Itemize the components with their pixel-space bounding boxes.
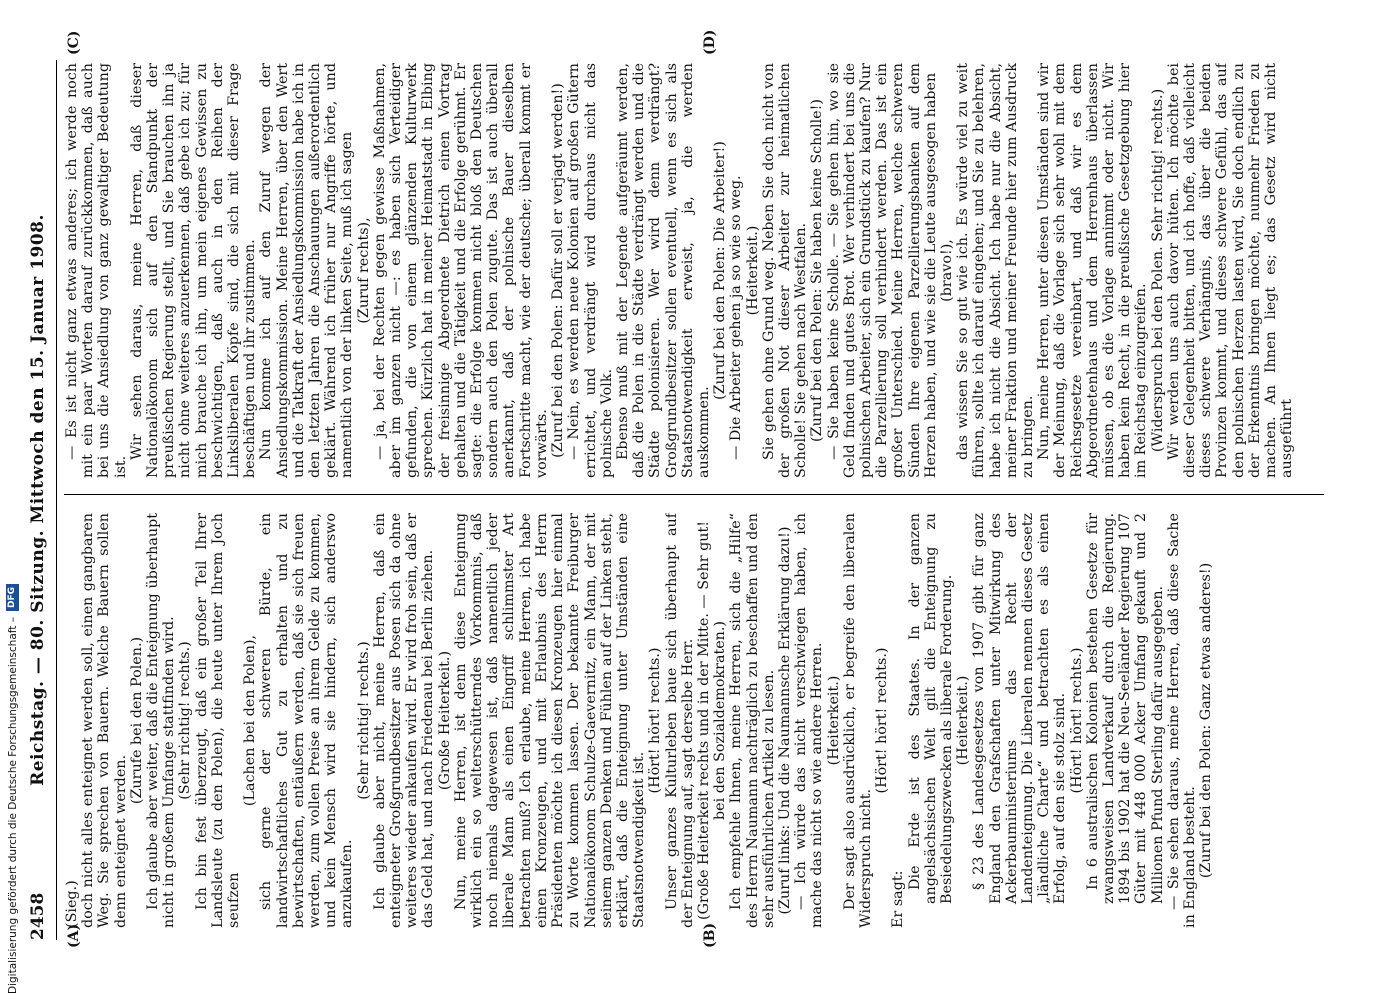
paragraph: Er sagt: (890, 870, 907, 928)
paragraph: Nun, meine Herren, unter diesen Umständen sind wir der Meinung, daß die Vorlage sich sehr wohl mit dem Reichsgesetze vereinbart, und daß wir es dem Abgeordnetenhaus und dem Herrenhaus überlassen müssen, ob es die Vorlage annimmt oder nicht. Wir haben kein Recht, in die preußische Gesetzgebung hier im Reichstag einzugreifen. (1036, 63, 1150, 478)
interjection: (Sehr richtig! rechts.) (355, 641, 372, 800)
interjection: (Heiterkeit.) (744, 225, 761, 316)
interjection: (Widerspruch bei den Polen. Sehr richtig! rechts.) (1149, 88, 1166, 453)
paragraph: Wir sehen daraus, meine Herren, daß dieser Nationalökonom sich auf den Standpunkt der preußischen Regierung stellt, und Sie brauchen ihn ja nicht ohne weiteres anzuerkennen, daß gebe ich zu; für mich brauche ich ihn, um mein eigenes Gewissen zu beschwichtigen, daß auch in den Reihen der Linksliberalen Köpfe sind, die sich mit dieser Frage beschäftigen und ihr zustimmen. (128, 63, 259, 478)
paragraph: sich gerne der schweren Bürde, ein landwirtschaftliches Gut zu erhalten und zu bewirtschaften, entäußern werden, daß sie sich freuen werden, zum vollen Preise an ihrem Gelde zu kommen, und kein Mensch wird sie hindern, sich anderswo anzukaufen. (258, 513, 356, 928)
column-divider (64, 494, 1324, 495)
paragraph: — Sie haben keine Scholle. — Sie gehen hin, wo sie Geld finden und gutes Brot. Wer verhindert bei uns die polnischen Arbeiter, sich ein Grundstück zu kaufen? Nur die Parzellierung soll verhindert werden. Das ist ein großer Unterschied. Meine Herren, welche schweren Sünden Ihre eigenen Parzellierungsbanken auf dem Herzen haben, und wie sie die Leute ausgesogen haben (825, 63, 939, 478)
page-header (28, 60, 52, 940)
dfg-logo: DFG (6, 584, 19, 611)
paragraph: — ja, bei der Rechten gegen gewisse Maßnahmen, aber im ganzen nicht —: es haben sich Verteidiger gefunden, die von einem glänzenden Kulturwerk sprechen. Kürzlich hat in meiner Heimatstadt in Elbing der freisinnige Abgeordnete Dietrich einen Vortrag gehalten und die Tätigkeit und die Erfolge gerühmt. Er sagte: die Erfolge kommen nicht bloß den Deutschen sondern auch den Polen zugute. Das ist auch überall anerkannt, daß der polnische Bauer dieselben Fortschritte macht, wie der deutsche; überall kommt er vorwärts. (371, 63, 550, 478)
interjection: (Hört! hört! rechts.) (1068, 647, 1085, 794)
interjection: (Zuruf bei den Polen: Sie haben keine Scholle!) (809, 99, 826, 442)
paragraph: Ich glaube aber weiter, daß die Enteignung überhaupt nicht in großem Umfange stattfinden wird. (145, 513, 178, 928)
interjection: (Große Heiterkeit rechts und in der Mitte. — Sehr gut! bei den Sozialdemokraten.) (695, 521, 729, 920)
interjection: (Sehr richtig! rechts.) (177, 641, 194, 800)
header-rule (56, 60, 57, 940)
running-title: Reichstag. — 80. Sitzung. Mittwoch den 15. Januar 1908. (28, 214, 48, 786)
paragraph: § 23 des Landesgesetzes von 1907 gibt für ganz England den Grafschaften unter Mitwirkung des Ackerbauministeriums das Recht der Landenteignung. Die Liberalen nennen dieses Gesetz „ländliche Charte“ und betrachten es als einen Erfolg, auf den sie stolz sind. (971, 513, 1069, 904)
paragraph: Ebenso muß mit der Legende aufgeräumt werden, daß die Polen in die Städte verdrängt werden und die Städte polonisieren. Wer wird denn verdrängt? Großgrundbesitzer sollen eventuell, wenn es sich als Staatsnotwendigkeit erweist, ja, die werden auskommen. (614, 63, 712, 478)
interjection: (Heiterkeit.) (955, 675, 972, 766)
left-column (64, 513, 1324, 928)
paragraph: (Sieg.) (64, 880, 80, 928)
interjection: (Heiterkeit.) (825, 675, 842, 766)
paragraph: Ich bin fest überzeugt, daß ein großer Teil Ihrer Landsleute (zu den Polen), die heute unter Ihrem Joch seufzen (193, 513, 243, 928)
paragraph: das wissen Sie so gut wie ich. Es würde viel zu weit führen, sollte ich darauf eingehen; und Sie zu belehren, habe ich nicht die Absicht. Ich habe nur die Absicht, meiner Fraktion und meiner Freunde hier zum Ausdruck zu bringen. (955, 63, 1036, 478)
margin-mark-b: (B) (702, 922, 718, 948)
interjection: (Zuruf bei den Polen: Die Arbeiter!) (712, 141, 729, 400)
footer-text: Digitalisierung gefördert durch die Deutsche Forschungsgemeinschaft – (6, 617, 19, 994)
right-column (64, 63, 1324, 478)
paragraph: — Ich würde das nicht verschwiegen haben, ich mache das nicht so wie andere Herren. (793, 513, 826, 928)
paragraph: doch nicht alles enteignet werden soll, einen gangbaren Weg. Sie sprechen von Bauern. Welche Bauern sollen denn enteignet werden. (80, 513, 129, 928)
interjection: (Zurufe bei den Polen.) (128, 636, 145, 805)
interjection: (Hört! hört! rechts.) (647, 647, 664, 794)
paragraph: — Nein, es werden neue Kolonien auf großen Gütern errichtet, und verdrängt wird durchaus nicht das polnische Volk. (566, 63, 615, 478)
margin-mark-c: (C) (66, 30, 82, 55)
paragraph: Wir werden uns auch davor hüten. Ich möchte bei dieser Gelegenheit bitten, und ich hoffe, daß vielleicht dieses schwere Verhängnis, das über die beiden Provinzen kommt, und dieses schwere Gefühl, das auf den polnischen Herzen lasten wird, Sie doch endlich zu der Erkenntnis bringen möchte, nunmehr Frieden zu machen. An Ihnen liegt es; das Gesetz wird nicht ausgeführt (1165, 63, 1296, 478)
interjection: (Große Heiterkeit.) (436, 650, 453, 791)
margin-mark-d: (D) (702, 29, 718, 55)
paragraph: Unser ganzes Kulturleben baue sich überhaupt auf der Enteignung auf, sagt derselbe Herr. (663, 513, 696, 928)
paragraph: Nun komme ich auf den Zuruf wegen der Ansiedlungskommission. Meine Herren, über den Wert und die Tatkraft der Ansiedlungskommission habe ich in den letzten Jahren die Anschauungen außerordentlich geklärt. Während ich früher nur Angriffe hörte, und namentlich von der linken Seite, muß ich sagen (258, 63, 356, 478)
interjection: (Zuruf bei den Polen: Dafür soll er verjagt werden!) (550, 83, 567, 458)
paragraph: Ich glaube aber nicht, meine Herren, daß ein enteigneter Großgrundbesitzer aus Posen sich da ohne weiteres wieder ankaufen wird. Er wird froh sein, daß er das Geld hat, und nach Friedenau bei Berlin ziehen. (371, 513, 437, 928)
interjection: (Lachen bei den Polen), (242, 634, 259, 807)
paragraph: Sie gehen ohne Grund weg. Neben Sie doch nicht von der großen Not dieser Arbeiter zur heimatlichen Scholle! Sie gehen nach Westfalen. (760, 63, 810, 478)
paragraph: — Es ist nicht ganz etwas anderes; ich werde noch mit ein paar Worten darauf zurückkommen, daß auch bei uns die Ansiedlung von ganz gewaltiger Bedeutung ist. (64, 63, 129, 478)
interjection: (Zuruf bei den Polen: Ganz etwas anderes!) (1198, 562, 1215, 879)
interjection: (Hört! hört! rechts.) (874, 647, 891, 794)
interjection: (Zuruf links: Und die Naumannsche Erklärung dazu!) (776, 526, 793, 915)
paragraph: Ich empfehle Ihnen, meine Herren, sich die „Hilfe“ des Herrn Naumann nachträglich zu beschaffen und den sehr ausführlichen Artikel zu lesen. (728, 513, 777, 928)
paragraph: In 6 australischen Kolonien bestehen Gesetze für zwangsweisen Landverkauf durch die Regierung. 1894 bis 1902 hat die Neu-Seeländer Regierung 107 Güter mit 448 000 Acker Umfang gekauft und 2 Millionen Pfund Sterling dafür ausgegeben. (1084, 513, 1166, 904)
margin-mark-a: (A) (66, 923, 82, 948)
digitization-footer (6, 584, 19, 994)
paragraph: Nun, meine Herren, ist denn diese Enteignung wirklich ein so welterschütterndes Vorkommnis, daß noch niemals dagewesen ist, daß namentlich jeder liberale Mann als einen Eingriff schlimmster Art betrachten muß? Ich erlaube, meine Herren, ich habe einen Kronzeugen, und mit Erlaubnis des Herrn Präsidenten möchte ich diesen Kronzeugen hier einmal zu Worte kommen lassen. Der bekannte Freiburger Nationalökonom Schulze-Gaevernitz, ein Mann, der mit seinem ganzen Denken und Fühlen auf der Linken steht, erklärt, daß die Enteignung unter Umständen eine Staatsnotwendigkeit ist. (452, 513, 648, 928)
paragraph: Der sagt also ausdrücklich, er begreife den liberalen Widerspruch nicht. (841, 513, 874, 928)
interjection: (bravo!), (938, 239, 955, 302)
paragraph: Die Erde ist des Staates. In der ganzen angelsächsischen Welt gilt die Enteignung zu Besiedelungszwecken als liberale Forderung. (906, 513, 955, 904)
page-number: 2458 (28, 892, 48, 940)
paragraph: — Die Arbeiter gehen ja so wie so weg. (728, 175, 745, 460)
interjection: (Zuruf rechts), (355, 217, 372, 324)
paragraph: — Sie sehen daraus, meine Herren, daß diese Sache in England besteht. (1165, 513, 1199, 928)
